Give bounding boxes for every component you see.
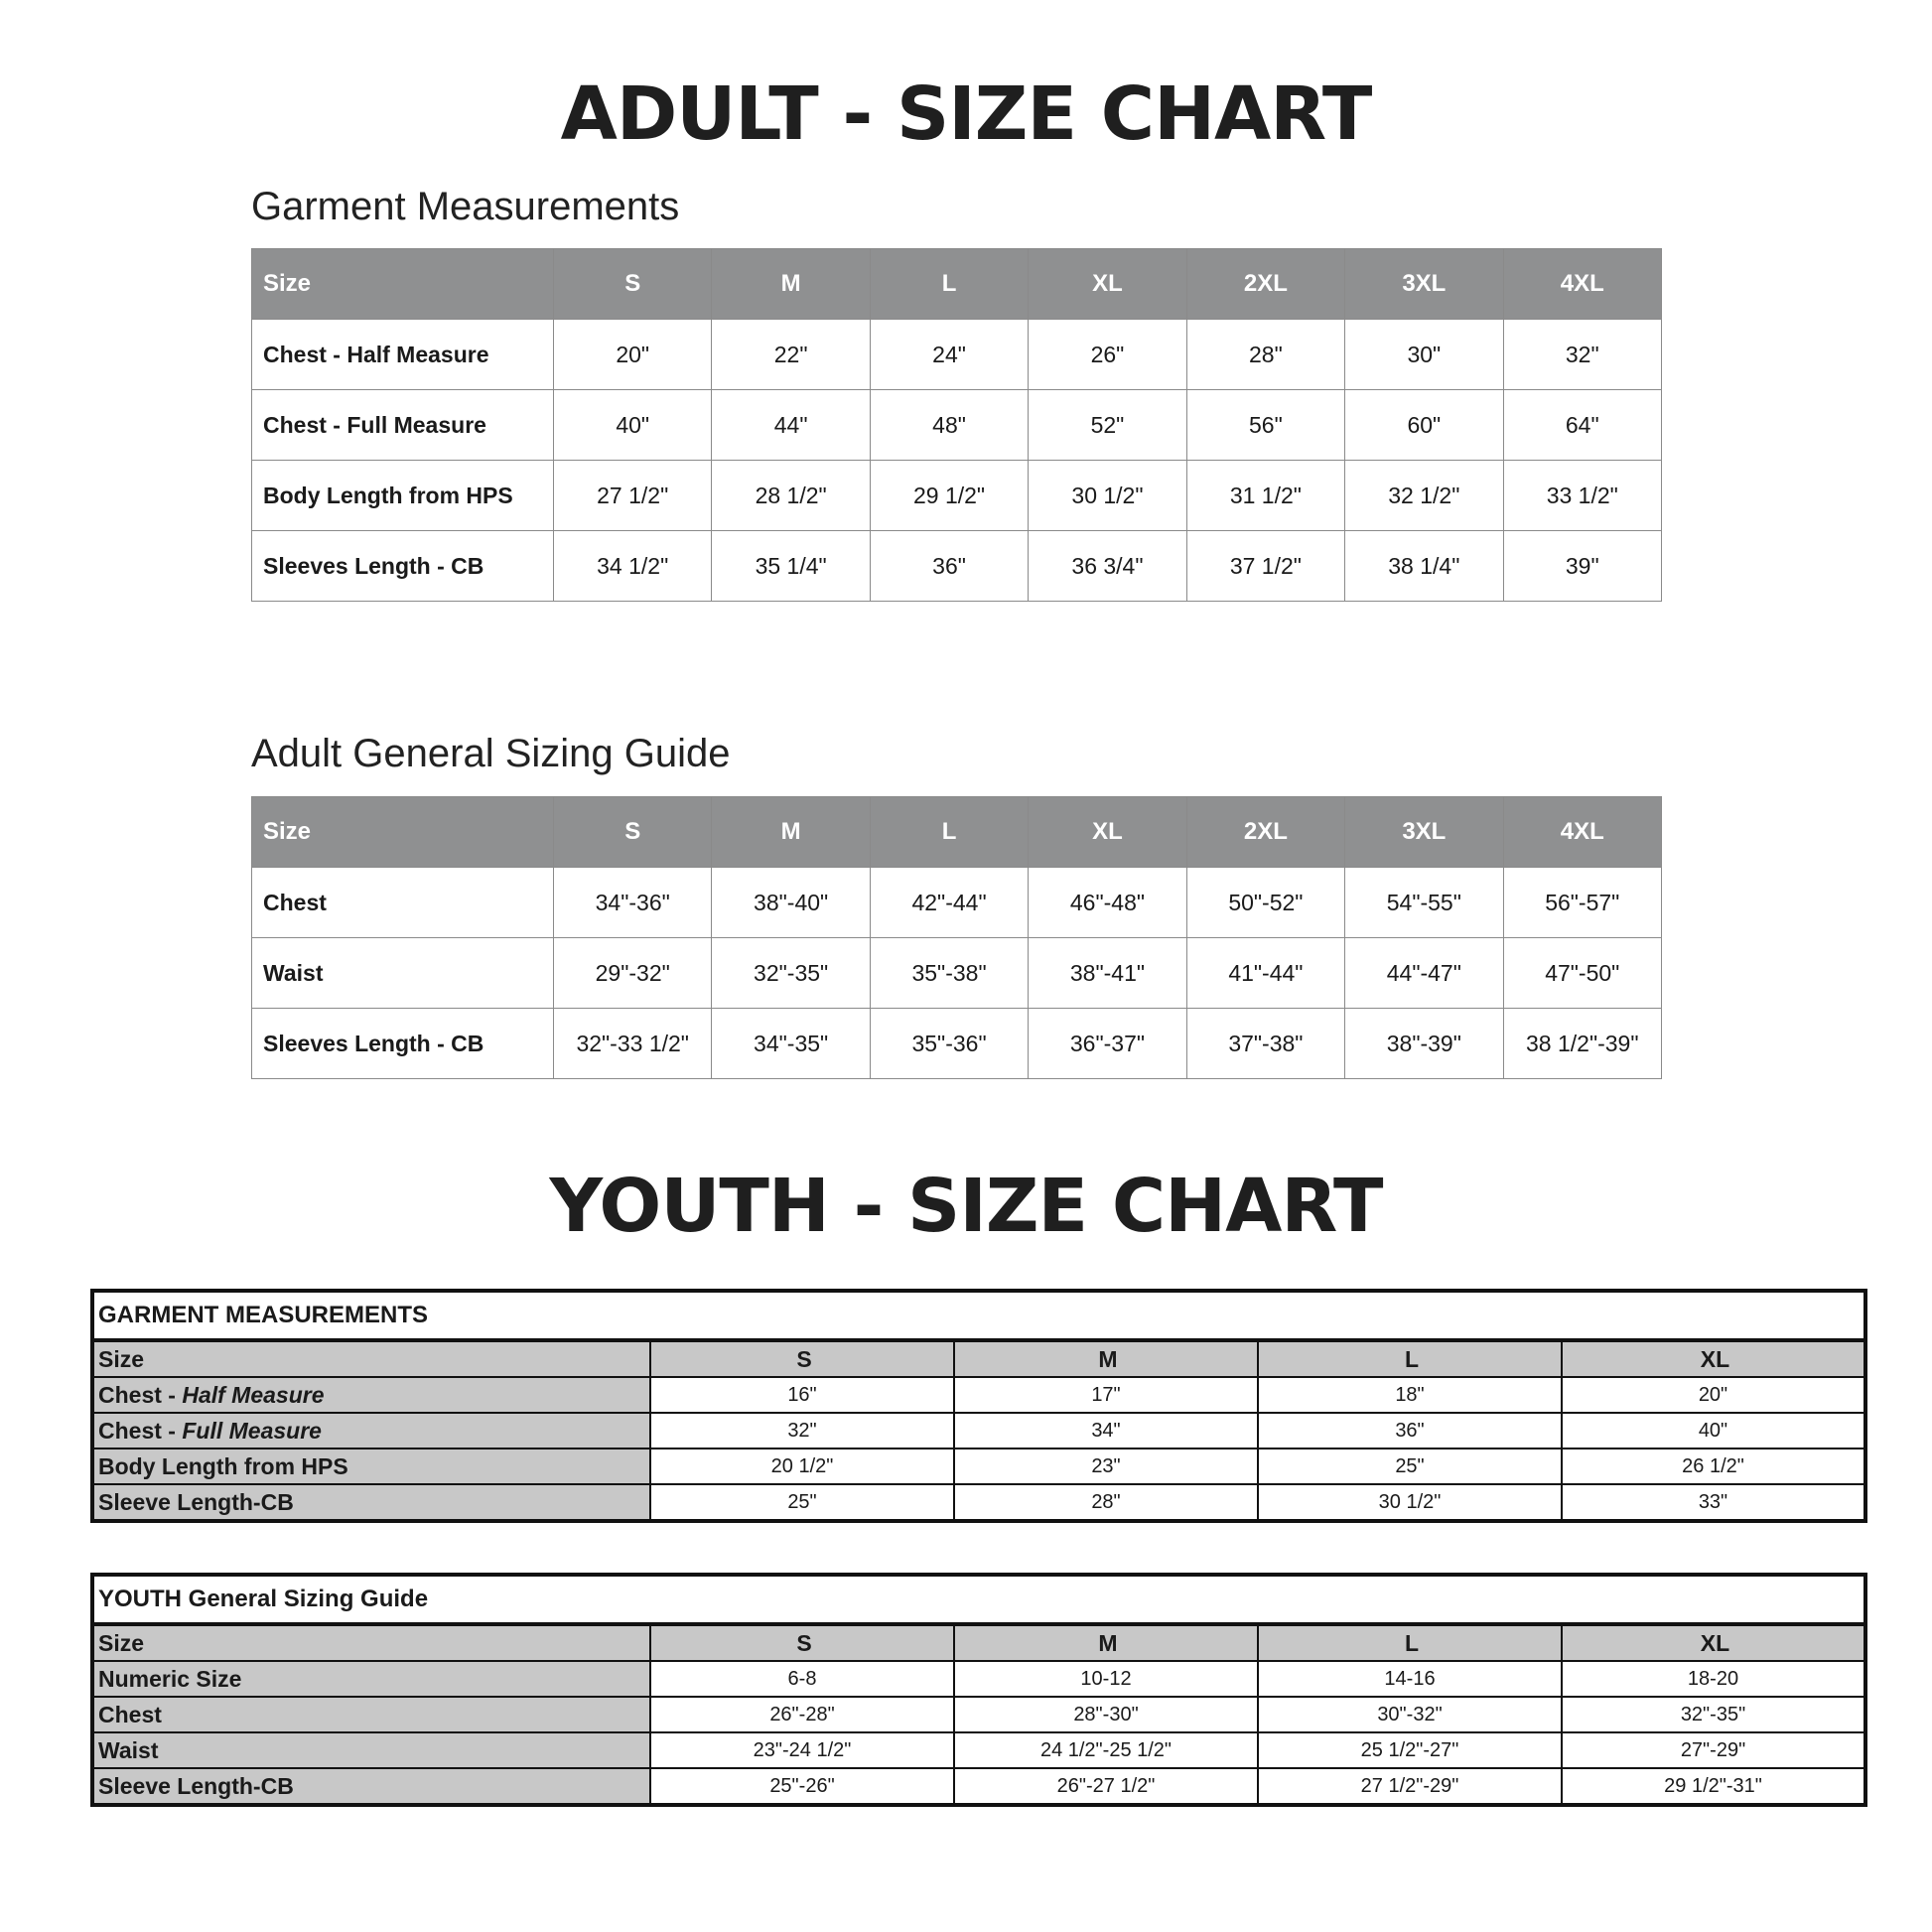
table-cell: 27 1/2"-29": [1258, 1768, 1562, 1805]
header-cell: L: [870, 249, 1028, 320]
table-row: [92, 1449, 1865, 1484]
adult-size-chart-title: ADULT - SIZE CHART: [560, 71, 1372, 157]
table-row: [92, 1697, 1865, 1732]
row-label-text: Chest -: [98, 1417, 183, 1444]
table-cell: 26": [1029, 320, 1186, 390]
table-row: [92, 1661, 1865, 1697]
table-cell: 56": [1186, 390, 1344, 461]
row-label: Chest: [252, 868, 554, 938]
table-cell: 34 1/2": [554, 531, 712, 602]
table-cell: 28"-30": [954, 1697, 1258, 1732]
table-cell: 29 1/2"-31": [1562, 1768, 1865, 1805]
row-label: Sleeve Length-CB: [92, 1484, 650, 1521]
table-cell: 32 1/2": [1345, 461, 1503, 531]
table-cell: 60": [1345, 390, 1503, 461]
table-cell: 36": [870, 531, 1028, 602]
header-cell: Size: [252, 249, 554, 320]
table-cell: 27 1/2": [554, 461, 712, 531]
table-cell: 20": [1562, 1377, 1865, 1413]
table-cell: 30": [1345, 320, 1503, 390]
table-header-row: [252, 797, 1662, 868]
table-cell: 23": [954, 1449, 1258, 1484]
header-cell: M: [954, 1340, 1258, 1377]
table-cell: 28": [954, 1484, 1258, 1521]
header-cell: S: [650, 1340, 954, 1377]
table-cell: 36"-37": [1029, 1009, 1186, 1079]
header-cell: 2XL: [1186, 797, 1344, 868]
row-label: Chest - Half Measure: [252, 320, 554, 390]
table-cell: 29 1/2": [870, 461, 1028, 531]
table-cell: 24 1/2"-25 1/2": [954, 1732, 1258, 1768]
table-cell: 37"-38": [1186, 1009, 1344, 1079]
header-cell: M: [954, 1624, 1258, 1661]
table-cell: 32": [1503, 320, 1661, 390]
table-cell: 10-12: [954, 1661, 1258, 1697]
table-caption: YOUTH General Sizing Guide: [92, 1575, 1865, 1624]
table-cell: 25": [1258, 1449, 1562, 1484]
row-label: Waist: [252, 938, 554, 1009]
row-label: Body Length from HPS: [92, 1449, 650, 1484]
header-cell: S: [650, 1624, 954, 1661]
table-caption-row: [92, 1291, 1865, 1340]
table-cell: 44"-47": [1345, 938, 1503, 1009]
row-label: Body Length from HPS: [252, 461, 554, 531]
table-cell: 30 1/2": [1258, 1484, 1562, 1521]
header-cell: 3XL: [1345, 797, 1503, 868]
table-cell: 24": [870, 320, 1028, 390]
table-cell: 47"-50": [1503, 938, 1661, 1009]
table-cell: 32"-35": [712, 938, 870, 1009]
table-cell: 18-20: [1562, 1661, 1865, 1697]
table-cell: 22": [712, 320, 870, 390]
header-cell: XL: [1562, 1624, 1865, 1661]
table-cell: 52": [1029, 390, 1186, 461]
row-label: [92, 1377, 650, 1413]
table-row: [92, 1377, 1865, 1413]
table-row: [92, 1484, 1865, 1521]
table-cell: 32"-33 1/2": [554, 1009, 712, 1079]
table-cell: 34"-35": [712, 1009, 870, 1079]
header-cell: 4XL: [1503, 249, 1661, 320]
table-row: [92, 1768, 1865, 1805]
table-cell: 39": [1503, 531, 1661, 602]
table-row: [92, 1732, 1865, 1768]
table-cell: 44": [712, 390, 870, 461]
table-cell: 33 1/2": [1503, 461, 1661, 531]
table-row: [252, 868, 1662, 938]
table-row: [92, 1413, 1865, 1449]
table-cell: 28 1/2": [712, 461, 870, 531]
header-cell: Size: [92, 1340, 650, 1377]
row-label: [92, 1413, 650, 1449]
table-cell: 26"-27 1/2": [954, 1768, 1258, 1805]
youth-general-sizing-guide-table: [90, 1573, 1867, 1807]
adult-general-sizing-guide-table: [251, 796, 1662, 1079]
table-cell: 25"-26": [650, 1768, 954, 1805]
youth-garment-measurements-table: [90, 1289, 1867, 1523]
table-cell: 25": [650, 1484, 954, 1521]
table-cell: 25 1/2"-27": [1258, 1732, 1562, 1768]
table-cell: 38"-40": [712, 868, 870, 938]
table-cell: 30"-32": [1258, 1697, 1562, 1732]
row-label-text: Chest -: [98, 1381, 183, 1408]
row-label: Numeric Size: [92, 1661, 650, 1697]
table-cell: 40": [554, 390, 712, 461]
header-cell: M: [712, 249, 870, 320]
table-cell: 48": [870, 390, 1028, 461]
header-cell: L: [1258, 1340, 1562, 1377]
header-cell: S: [554, 249, 712, 320]
table-cell: 17": [954, 1377, 1258, 1413]
header-cell: Size: [252, 797, 554, 868]
table-header-row: [92, 1340, 1865, 1377]
row-label: Sleeves Length - CB: [252, 1009, 554, 1079]
table-cell: 35"-36": [870, 1009, 1028, 1079]
table-caption: GARMENT MEASUREMENTS: [92, 1291, 1865, 1340]
header-cell: XL: [1562, 1340, 1865, 1377]
table-cell: 26 1/2": [1562, 1449, 1865, 1484]
row-label: Waist: [92, 1732, 650, 1768]
table-cell: 33": [1562, 1484, 1865, 1521]
table-row: [252, 461, 1662, 531]
header-cell: S: [554, 797, 712, 868]
table-cell: 38 1/2"-39": [1503, 1009, 1661, 1079]
table-cell: 14-16: [1258, 1661, 1562, 1697]
table-row: [252, 1009, 1662, 1079]
header-cell: L: [870, 797, 1028, 868]
table-cell: 31 1/2": [1186, 461, 1344, 531]
table-cell: 34"-36": [554, 868, 712, 938]
header-cell: XL: [1029, 249, 1186, 320]
table-cell: 38"-41": [1029, 938, 1186, 1009]
table-header-row: [252, 249, 1662, 320]
table-cell: 20": [554, 320, 712, 390]
table-cell: 41"-44": [1186, 938, 1344, 1009]
table-cell: 54"-55": [1345, 868, 1503, 938]
youth-size-chart-title: YOUTH - SIZE CHART: [549, 1164, 1383, 1249]
row-label: Chest - Full Measure: [252, 390, 554, 461]
table-row: [252, 320, 1662, 390]
table-cell: 36 3/4": [1029, 531, 1186, 602]
table-cell: 46"-48": [1029, 868, 1186, 938]
adult-general-sizing-guide-title: Adult General Sizing Guide: [251, 732, 731, 775]
table-cell: 30 1/2": [1029, 461, 1186, 531]
table-cell: 32"-35": [1562, 1697, 1865, 1732]
table-cell: 42"-44": [870, 868, 1028, 938]
header-cell: M: [712, 797, 870, 868]
table-cell: 32": [650, 1413, 954, 1449]
table-cell: 29"-32": [554, 938, 712, 1009]
header-cell: L: [1258, 1624, 1562, 1661]
table-cell: 50"-52": [1186, 868, 1344, 938]
table-row: [252, 938, 1662, 1009]
table-cell: 27"-29": [1562, 1732, 1865, 1768]
table-row: [252, 390, 1662, 461]
header-cell: 4XL: [1503, 797, 1661, 868]
table-row: [252, 531, 1662, 602]
table-header-row: [92, 1624, 1865, 1661]
table-cell: 20 1/2": [650, 1449, 954, 1484]
table-cell: 16": [650, 1377, 954, 1413]
row-label: Sleeve Length-CB: [92, 1768, 650, 1805]
table-cell: 36": [1258, 1413, 1562, 1449]
table-cell: 40": [1562, 1413, 1865, 1449]
table-cell: 35 1/4": [712, 531, 870, 602]
header-cell: 3XL: [1345, 249, 1503, 320]
table-cell: 26"-28": [650, 1697, 954, 1732]
table-cell: 38"-39": [1345, 1009, 1503, 1079]
adult-garment-measurements-table: [251, 248, 1662, 602]
table-cell: 18": [1258, 1377, 1562, 1413]
row-label: Chest: [92, 1697, 650, 1732]
header-cell: 2XL: [1186, 249, 1344, 320]
row-label-italic: Half Measure: [182, 1381, 325, 1408]
header-cell: Size: [92, 1624, 650, 1661]
table-cell: 64": [1503, 390, 1661, 461]
table-cell: 38 1/4": [1345, 531, 1503, 602]
row-label-italic: Full Measure: [182, 1417, 322, 1444]
table-cell: 56"-57": [1503, 868, 1661, 938]
row-label: Sleeves Length - CB: [252, 531, 554, 602]
table-cell: 6-8: [650, 1661, 954, 1697]
table-caption-row: [92, 1575, 1865, 1624]
table-cell: 23"-24 1/2": [650, 1732, 954, 1768]
adult-garment-measurements-title: Garment Measurements: [251, 185, 680, 228]
table-cell: 34": [954, 1413, 1258, 1449]
table-cell: 28": [1186, 320, 1344, 390]
table-cell: 37 1/2": [1186, 531, 1344, 602]
table-cell: 35"-38": [870, 938, 1028, 1009]
header-cell: XL: [1029, 797, 1186, 868]
